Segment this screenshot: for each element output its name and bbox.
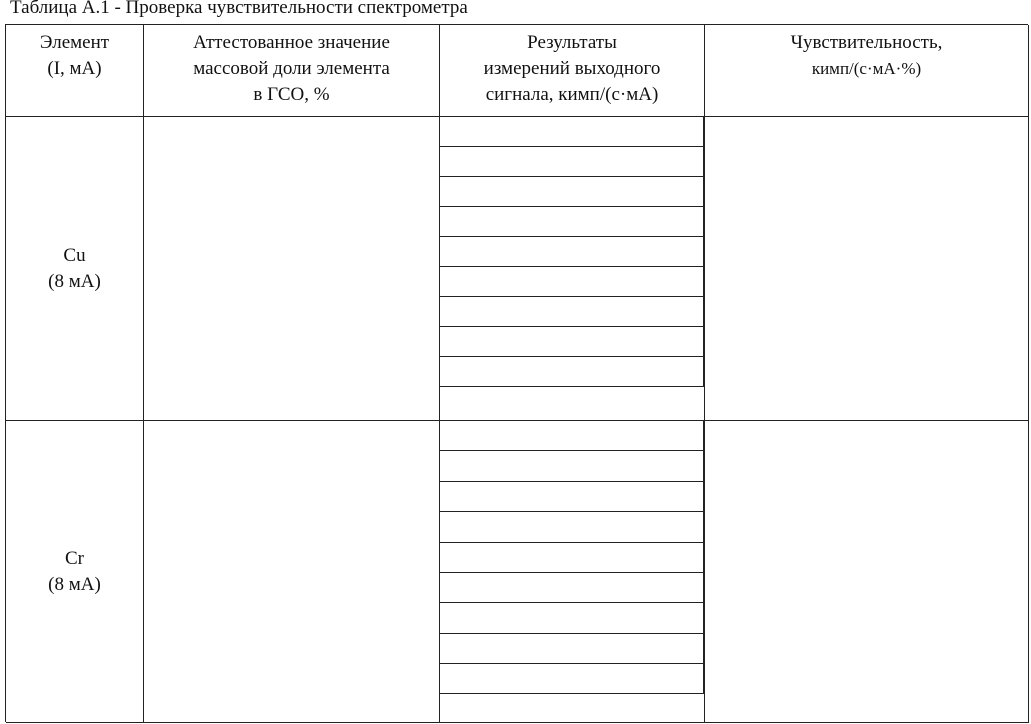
header-sensitivity-line-2: кимп/(с·мА·%) (811, 59, 922, 78)
element-symbol: Cr (65, 547, 84, 569)
result-entry-line[interactable] (440, 117, 704, 147)
header-sensitivity (705, 25, 1029, 117)
header-certified-line-3: в ГСО, % (253, 84, 330, 105)
result-entry-line[interactable] (440, 147, 704, 177)
header-certified-value (144, 25, 440, 117)
header-results-line-1: Результаты (527, 32, 617, 53)
header-element (6, 25, 144, 117)
element-current: (8 мА) (48, 573, 101, 595)
header-results-line-2: измерений выходного (483, 58, 661, 79)
result-entry-line[interactable] (440, 297, 704, 327)
result-entry-line[interactable] (440, 634, 704, 664)
result-entry-line[interactable] (440, 177, 704, 207)
result-entry-line[interactable] (440, 267, 704, 297)
result-entry-line[interactable] (440, 664, 704, 694)
header-measurement-results (440, 25, 705, 117)
sensitivity-cell[interactable] (705, 117, 1029, 421)
result-entry-line[interactable] (440, 207, 704, 237)
result-entry-line[interactable] (440, 543, 704, 573)
element-symbol: Cu (63, 244, 86, 266)
header-certified-line-2: массовой доли элемента (193, 58, 390, 79)
header-results-line-3: сигнала, кимп/(с·мА) (485, 84, 659, 105)
certified-value-cell[interactable] (144, 117, 440, 421)
header-certified-line-1: Аттестованное значение (193, 32, 390, 53)
result-entry-line[interactable] (440, 421, 704, 451)
result-entry-line[interactable] (440, 573, 704, 603)
header-element-line-1: Элемент (39, 32, 110, 53)
results-cell (440, 117, 705, 421)
certified-value-cell[interactable] (144, 421, 440, 723)
result-entry-line[interactable] (440, 512, 704, 543)
header-element-line-2: (I, мА) (47, 58, 102, 79)
result-entry-line[interactable] (440, 357, 704, 387)
results-cell (440, 421, 705, 723)
result-entry-line[interactable] (440, 237, 704, 267)
row-element-cell (6, 117, 144, 421)
table-caption: Таблица А.1 - Проверка чувствительности спектрометра (10, 0, 468, 18)
result-entry-line[interactable] (440, 482, 704, 512)
row-element-cell (6, 421, 144, 723)
result-entry-line[interactable] (440, 327, 704, 357)
result-entry-line[interactable] (440, 451, 704, 482)
sensitivity-cell[interactable] (705, 421, 1029, 723)
result-entry-line[interactable] (440, 603, 704, 634)
element-current: (8 мА) (48, 270, 101, 292)
header-sensitivity-line-1: Чувствительность, (790, 32, 943, 53)
sensitivity-table (5, 24, 1028, 722)
